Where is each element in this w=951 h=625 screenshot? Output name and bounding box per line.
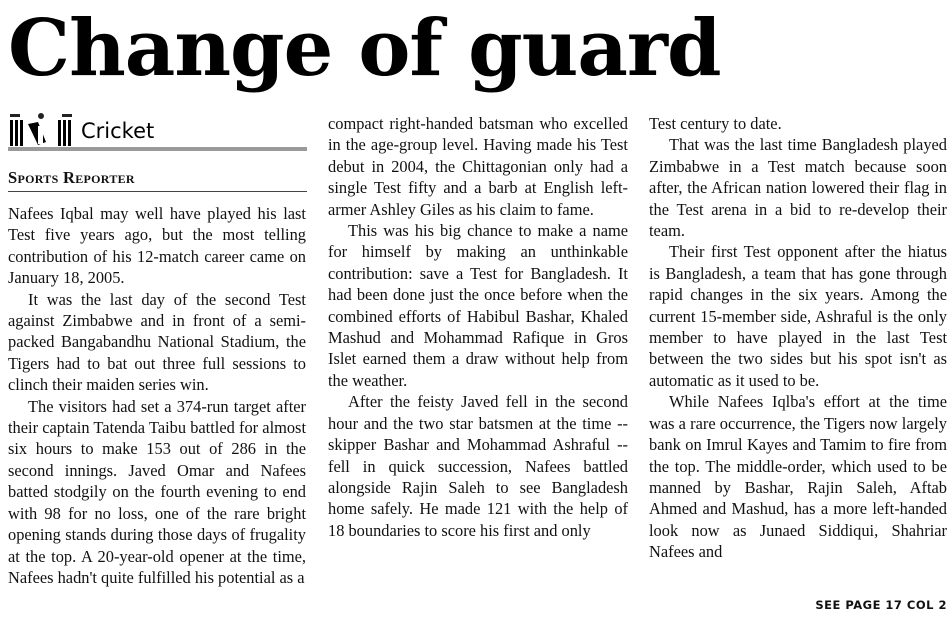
paragraph: After the feisty Javed fell in the second hour and the two star batsmen at the time -- skipper Bashar and Mohammad Ashraful -- fell in quick succession, Nafees battled alongside Rajin Saleh to see Bangladesh home safely. He made 121 with the help of 18 boundaries to score his first and only [328, 392, 628, 540]
section-kicker [8, 112, 307, 152]
byline-rule [8, 191, 307, 192]
article-column-3 [649, 113, 947, 563]
paragraph: Test century to date. [649, 114, 782, 133]
paragraph: Nafees Iqbal may well have played his last Test five years ago, but the most telling contribution of his 12-match career came on January 18, 2005. [8, 204, 306, 288]
article-column-1 [8, 203, 306, 588]
paragraph: The visitors had set a 374-run target after their captain Tatenda Taibu battled for almost six hours to make 153 out of 286 in the second innings. Javed Omar and Nafees batted stodgily on the fourth evening to end with 98 for no loss, one of the rare bright opening stands during those days of frugality at the top. A 20-year-old opener at the time, Nafees hadn't quite fulfilled his potential as a [8, 396, 306, 587]
section-label: Cricket [81, 119, 155, 143]
kicker-rule [8, 147, 307, 151]
cricket-stumps-icon [8, 112, 74, 146]
paragraph: compact right-handed batsman who excelled in the age-group level. Having made his Test debut in 2004, the Chittagonian only had a single Test fifty and a barb at English left-armer Ashley Giles as his claim to fame. [328, 114, 628, 219]
paragraph: It was the last day of the second Test against Zimbabwe and in front of a semi-packed Bangabandhu National Stadium, the Tigers had to bat out three full sessions to clinch their maiden series win. [8, 289, 306, 395]
article-column-2 [328, 113, 628, 541]
byline: Sports Reporter [8, 168, 135, 187]
continuation-jump-line[interactable]: SEE PAGE 17 COL 2 [815, 598, 947, 612]
paragraph: While Nafees Iqlba's effort at the time was a rare occurrence, the Tigers now largely bank on Imrul Kayes and Tamim to fire from the top. The middle-order, which used to be manned by Bashar, Rajin Saleh, Aftab Ahmed and Mashud, has a more left-handed look now as Junaed Siddiqui, Shahriar Nafees and [649, 392, 947, 562]
paragraph: Their first Test opponent after the hiatus is Bangladesh, a team that has gone through rapid changes in the six years. Among the current 15-member side, Ashraful is the only member to have played in the last Test between the two sides but his spot isn't as automatic as it used to be. [649, 242, 947, 390]
headline: Change of guard [8, 3, 721, 94]
paragraph: This was his big chance to make a name for himself by making an unthinkable contribution: save a Test for Bangladesh. It had been done just the once before when the combined efforts of Habibul Bashar, Khaled Mashud and Mohammad Rafique in Gros Islet earned them a draw without help from the weather. [328, 221, 628, 390]
paragraph: That was the last time Bangladesh played Zimbabwe in a Test match because soon after, the African nation lowered their flag in the Test arena in a bid to re-develop their team. [649, 135, 947, 241]
